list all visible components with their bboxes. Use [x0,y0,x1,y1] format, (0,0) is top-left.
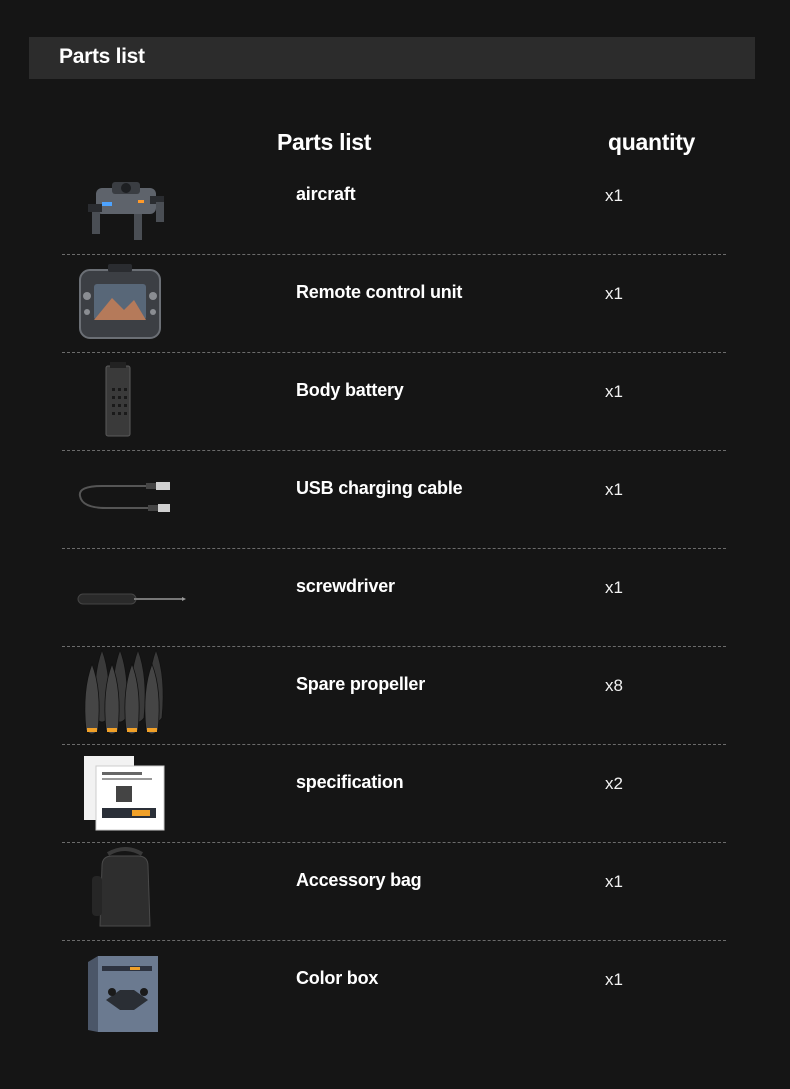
part-quantity: x1 [605,970,623,989]
part-quantity: x1 [605,872,623,891]
remote-controller-icon [72,254,192,346]
part-quantity: x2 [605,774,623,793]
part-quantity: x1 [605,382,623,401]
parts-list-banner [29,37,755,79]
propeller-icon [72,646,192,738]
part-quantity: x1 [605,284,623,303]
battery-icon [72,352,192,444]
table-row [62,940,726,1038]
table-row [62,450,726,549]
table-row [62,156,726,255]
part-name: specification [296,772,404,792]
usb-cable-icon [72,450,192,542]
color-box-icon [72,940,192,1032]
part-name: screwdriver [296,576,395,596]
part-name: aircraft [296,184,356,204]
part-name: Color box [296,968,379,988]
table-row [62,548,726,647]
part-name: USB charging cable [296,478,463,498]
part-name: Body battery [296,380,404,400]
screwdriver-icon [72,548,192,640]
part-quantity: x1 [605,480,623,499]
banner-title: Parts list [59,45,145,68]
part-quantity: x8 [605,676,623,695]
column-header-parts: Parts list [277,129,372,155]
table-row [62,744,726,843]
part-name: Spare propeller [296,674,426,694]
part-name: Accessory bag [296,870,422,890]
column-header-quantity: quantity [608,129,696,155]
table-row [62,842,726,941]
table-row [62,254,726,353]
part-quantity: x1 [605,186,623,205]
manual-icon [72,744,192,836]
backpack-icon [72,842,192,934]
part-quantity: x1 [605,578,623,597]
drone-icon [72,156,192,248]
table-row [62,352,726,451]
table-row [62,646,726,745]
part-name: Remote control unit [296,282,463,302]
